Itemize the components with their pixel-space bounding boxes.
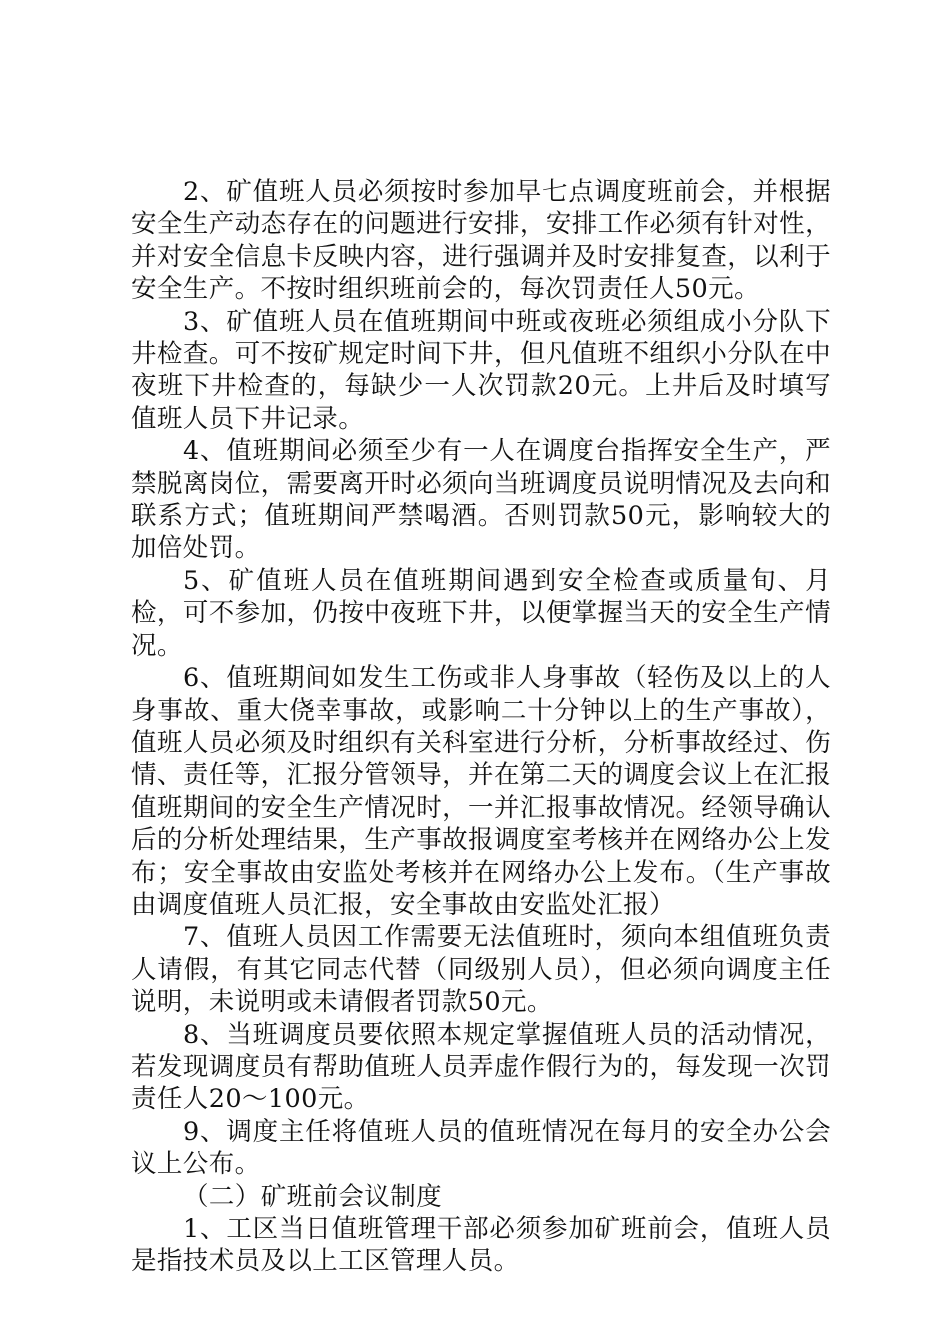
paragraph-item-7: 7、值班人员因工作需要无法值班时，须向本组值班负责人请假，有其它同志代替（同级别人员），但必须向调度主任说明，未说明或未请假者罚款50元。	[131, 922, 831, 1018]
section-heading: （二）矿班前会议制度	[183, 1181, 443, 1212]
paragraph-item-9: 9、调度主任将值班人员的值班情况在每月的安全办公会议上公布。	[131, 1116, 831, 1180]
paragraph-item-2: 2、矿值班人员必须按时参加早七点调度班前会，并根据安全生产动态存在的问题进行安排，安排工作必须有针对性，并对安全信息卡反映内容，进行强调并及时安排复查，以利于安全生产。不按时组织班前会的，每次罚责任人50元。	[131, 177, 831, 305]
paragraph-item-4: 4、值班期间必须至少有一人在调度台指挥安全生产，严禁脱离岗位，需要离开时必须向当班调度员说明情况及去向和联系方式；值班期间严禁喝酒。否则罚款50元，影响较大的加倍处罚。	[131, 436, 831, 564]
paragraph-item-5: 5、矿值班人员在值班期间遇到安全检查或质量旬、月检，可不参加，仍按中夜班下井，以便掌握当天的安全生产情况。	[131, 565, 831, 661]
document-body	[131, 176, 831, 1278]
paragraph-item-8: 8、当班调度员要依照本规定掌握值班人员的活动情况，若发现调度员有帮助值班人员弄虚作假行为的，每发现一次罚责任人20～100元。	[131, 1019, 831, 1115]
paragraph-item-3: 3、矿值班人员在值班期间中班或夜班必须组成小分队下井检查。可不按矿规定时间下井，但凡值班不组织小分队在中夜班下井检查的，每缺少一人次罚款20元。上井后及时填写值班人员下井记录。	[131, 306, 831, 434]
paragraph-item-1: 1、工区当日值班管理干部必须参加矿班前会，值班人员是指技术员及以上工区管理人员。	[131, 1214, 831, 1277]
paragraph-item-6: 6、值班期间如发生工伤或非人身事故（轻伤及以上的人身事故、重大侥幸事故，或影响二十分钟以上的生产事故），值班人员必须及时组织有关科室进行分析，分析事故经过、伤情、责任等，汇报分管领导，并在第二天的调度会议上在汇报值班期间的安全生产情况时，一并汇报事故情况。经领导确认后的分析处理结果，生产事故报调度室考核并在网络办公上发布；安全事故由安监处考核并在网络办公上发布。（生产事故由调度值班人员汇报，安全事故由安监处汇报）	[131, 663, 831, 920]
